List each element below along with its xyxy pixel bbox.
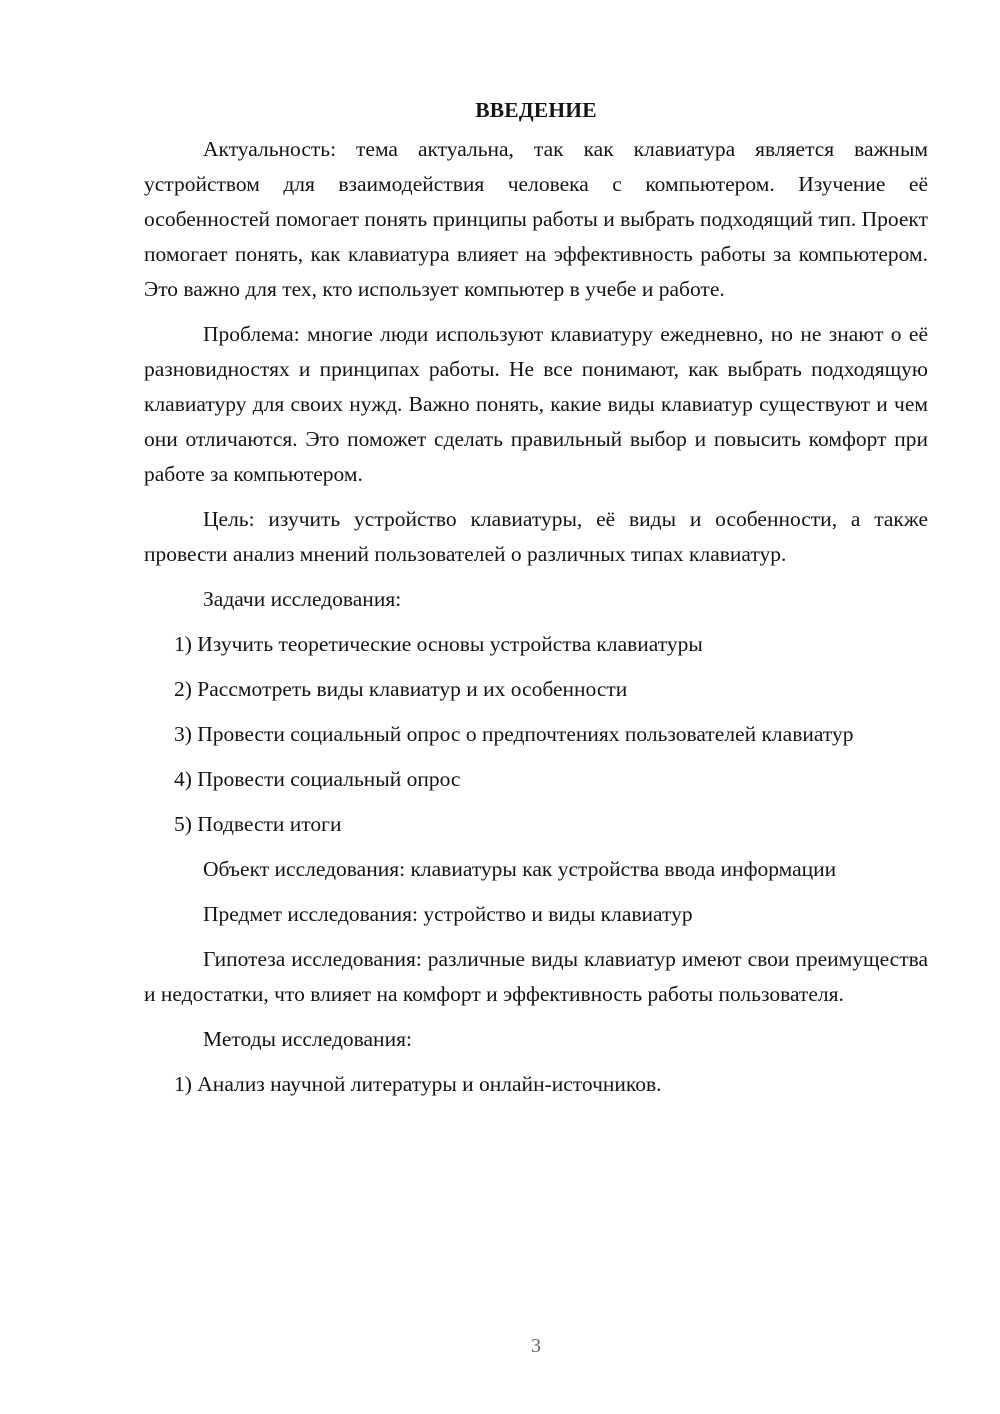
goal-paragraph: Цель: изучить устройство клавиатуры, её виды и особенности, а также провести анализ мнений пользователей о различных типах клавиатур.: [144, 507, 928, 566]
relevance-paragraph: Актуальность: тема актуальна, так как клавиатура является важным устройством для взаимодействия человека с компьютером. Изучение её особенностей помогает понять принципы работы и выбрать подходящий тип. Проект помогает понять, как клавиатура влияет на эффективность работы за компьютером. Это важно для тех, кто использует компьютер в учебе и работе.: [144, 137, 928, 301]
page-number: 3: [531, 1335, 541, 1357]
object-paragraph: Объект исследования: клавиатуры как устройства ввода информации: [203, 857, 837, 881]
methods-heading: Методы исследования:: [203, 1027, 412, 1051]
task-item-1: 1) Изучить теоретические основы устройства клавиатуры: [174, 632, 703, 656]
problem-paragraph: Проблема: многие люди используют клавиатуру ежедневно, но не знают о её разновидностях и принципах работы. Не все понимают, как выбрать подходящую клавиатуру для своих нужд. Важно понять, какие виды клавиатур существуют и чем они отличаются. Это поможет сделать правильный выбор и повысить комфорт при работе за компьютером.: [144, 322, 928, 486]
method-item-1: 1) Анализ научной литературы и онлайн-источников.: [174, 1072, 662, 1096]
page-content: [144, 92, 928, 1112]
tasks-heading: Задачи исследования:: [203, 587, 402, 611]
task-item-3: 3) Провести социальный опрос о предпочтениях пользователей клавиатур: [174, 722, 854, 746]
task-item-5: 5) Подвести итоги: [174, 812, 342, 836]
task-item-4: 4) Провести социальный опрос: [174, 767, 461, 791]
hypothesis-paragraph: Гипотеза исследования: различные виды клавиатур имеют свои преимущества и недостатки, что влияет на комфорт и эффективность работы пользователя.: [144, 947, 928, 1006]
task-item-2: 2) Рассмотреть виды клавиатур и их особенности: [174, 677, 628, 701]
subject-paragraph: Предмет исследования: устройство и виды клавиатур: [203, 902, 693, 926]
section-heading: ВВЕДЕНИЕ: [475, 98, 597, 122]
